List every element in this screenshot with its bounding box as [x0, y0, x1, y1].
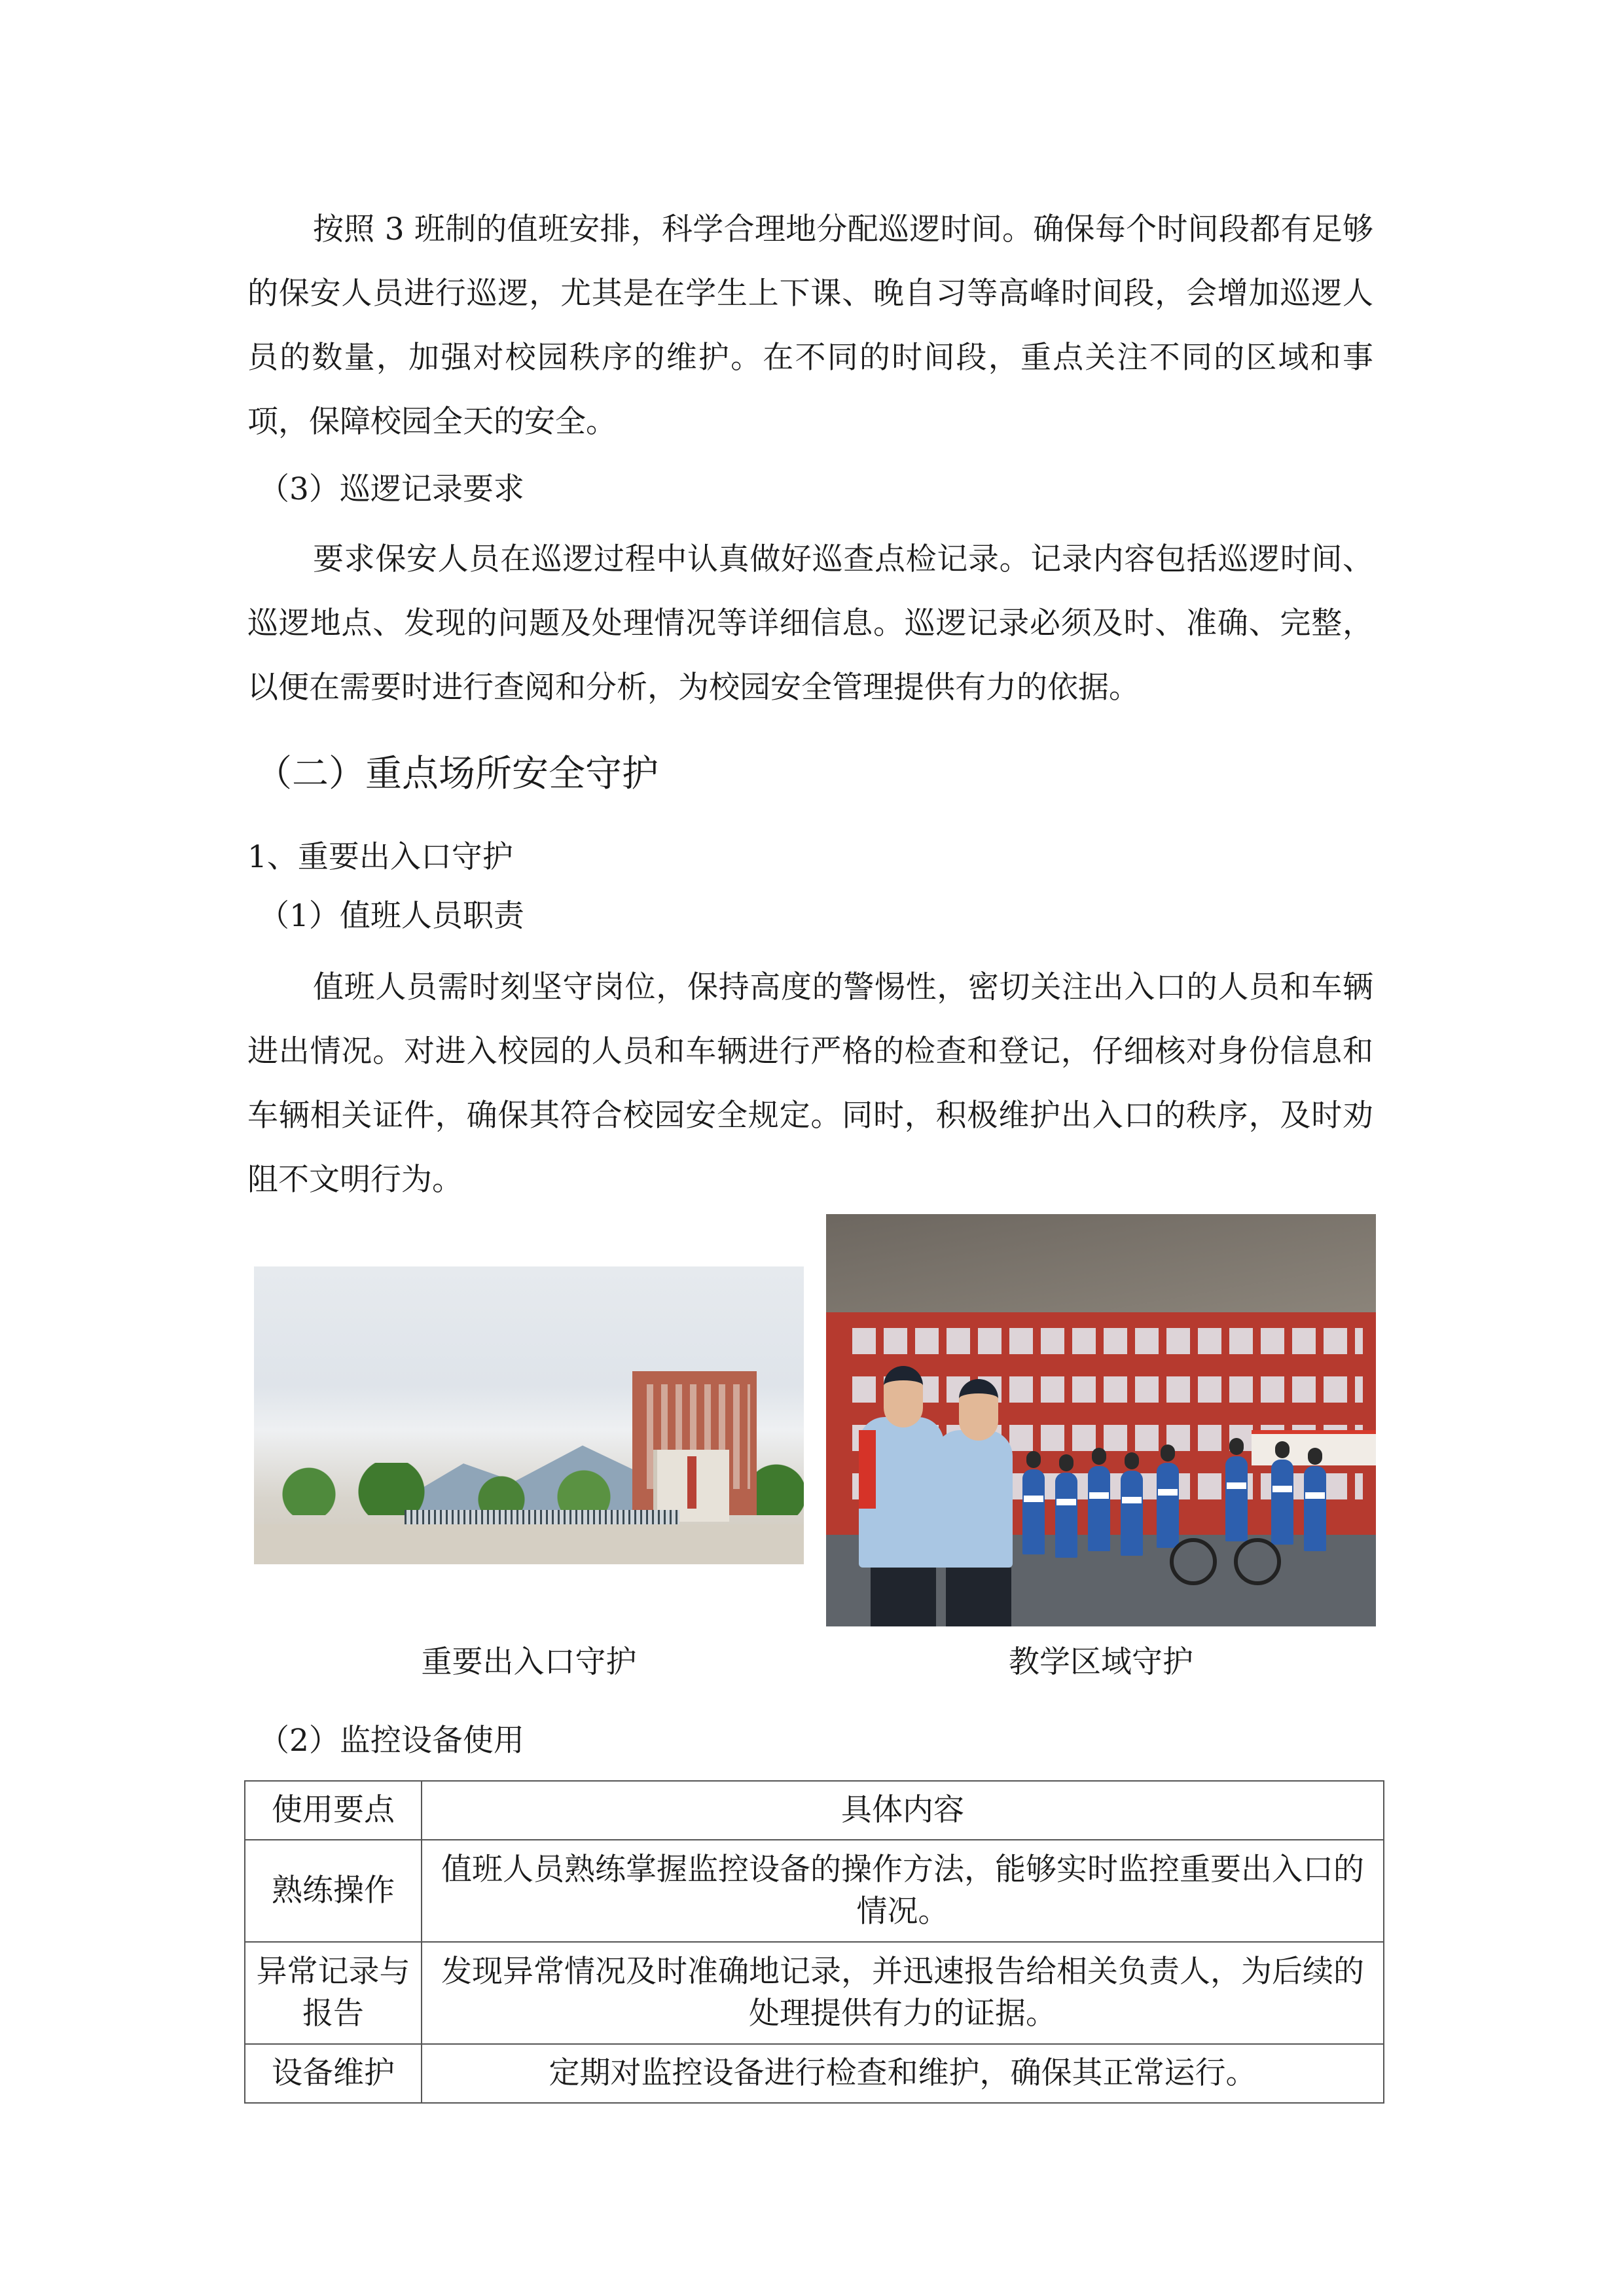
table-cell-content: 发现异常情况及时准确地记录，并迅速报告给相关负责人，为后续的处理提供有力的证据。 — [422, 1942, 1384, 2044]
subheading-patrol-record: （3）巡逻记录要求 — [259, 471, 524, 507]
item-heading: 1、重要出入口守护 — [247, 839, 513, 875]
table-cell-point: 设备维护 — [245, 2044, 422, 2103]
table-header-row — [245, 1781, 1384, 1840]
paragraph-shift-arrangement: 按照 3 班制的值班安排，科学合理地分配巡逻时间。确保每个时间段都有足够的保安人员进行巡逻，尤其是在学生上下课、晚自习等高峰时间段，会增加巡逻人员的数量，加强对校园秩序的维护。在不同的时间段，重点关注不同的区域和事项，保障校园全天的安全。 — [247, 211, 1373, 440]
table-header-cell: 使用要点 — [245, 1781, 422, 1840]
table-row — [245, 2044, 1384, 2103]
image-caption-gate: 重要出入口守护 — [421, 1644, 637, 1680]
table-row — [245, 1840, 1384, 1942]
table-row — [245, 1942, 1384, 2044]
paragraph-patrol-record: 要求保安人员在巡逻过程中认真做好巡查点检记录。记录内容包括巡逻时间、巡逻地点、发现的问题及处理情况等详细信息。巡逻记录必须及时、准确、完整，以便在需要时进行查阅和分析，为校园安全管理提供有力的依据。 — [247, 541, 1373, 706]
subheading-duty: （1）值班人员职责 — [259, 898, 524, 934]
image-caption-teaching: 教学区域守护 — [1009, 1644, 1193, 1680]
section-heading: （二）重点场所安全守护 — [255, 753, 659, 795]
table-header-cell: 具体内容 — [422, 1781, 1384, 1840]
table-cell-point: 异常记录与报告 — [245, 1942, 422, 2044]
table-cell-point: 熟练操作 — [245, 1840, 422, 1942]
paragraph-duty: 值班人员需时刻坚守岗位，保持高度的警惕性，密切关注出入口的人员和车辆进出情况。对进入校园的人员和车辆进行严格的检查和登记，仔细核对身份信息和车辆相关证件，确保其符合校园安全规定。同时，积极维护出入口的秩序，及时劝阻不文明行为。 — [247, 969, 1373, 1198]
school-gate-photo — [254, 1266, 804, 1564]
subheading-monitor: （2）监控设备使用 — [259, 1723, 524, 1759]
monitor-usage-table — [244, 1780, 1384, 2104]
table-cell-content: 值班人员熟练掌握监控设备的操作方法，能够实时监控重要出入口的情况。 — [422, 1840, 1384, 1942]
teaching-area-photo — [826, 1214, 1376, 1626]
table-cell-content: 定期对监控设备进行检查和维护，确保其正常运行。 — [422, 2044, 1384, 2103]
